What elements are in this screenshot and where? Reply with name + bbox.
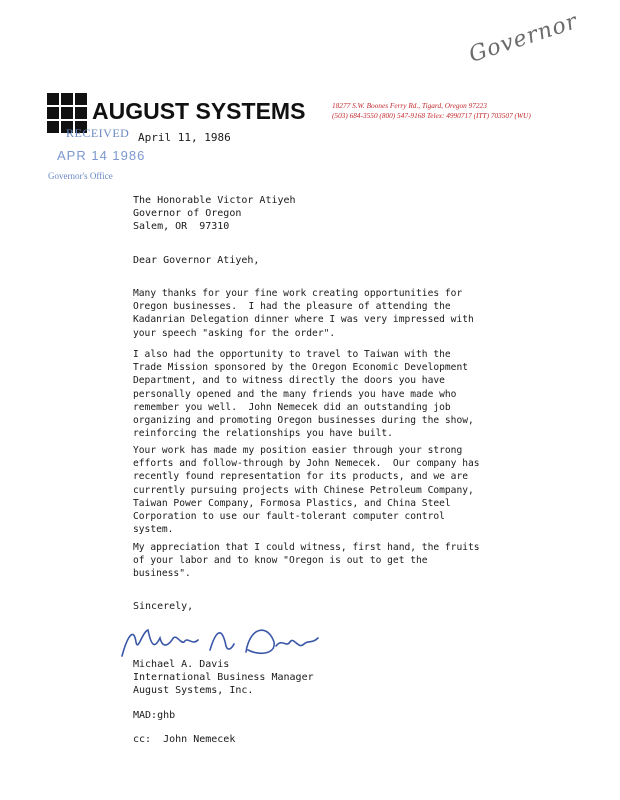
body-line: Taiwan Power Company, Formosa Plastics, and China Steel bbox=[133, 497, 451, 509]
recipient-line: Governor of Oregon bbox=[133, 208, 242, 219]
recipient-address bbox=[133, 194, 296, 233]
signer-line: International Business Manager bbox=[133, 672, 314, 683]
carbon-copy: cc: John Nemecek bbox=[133, 734, 236, 745]
body-line: system. bbox=[133, 524, 174, 536]
body-paragraph-2 bbox=[133, 348, 603, 440]
body-line: Your work has made my position easier through your strong bbox=[133, 445, 463, 456]
received-date-stamp: APR 14 1986 bbox=[57, 148, 146, 163]
body-line: My appreciation that I could witness, first hand, the fruits bbox=[133, 542, 480, 553]
body-line: Oregon businesses. I had the pleasure of attending the bbox=[133, 301, 451, 313]
company-name: AUGUST SYSTEMS bbox=[92, 98, 306, 124]
signer-line: August Systems, Inc. bbox=[133, 685, 254, 696]
closing: Sincerely, bbox=[133, 601, 194, 612]
body-line: Corporation to use our fault-tolerant computer control bbox=[133, 511, 445, 523]
body-line: Kadanrian Delegation dinner where I was very impressed with bbox=[133, 314, 474, 326]
body-line: efforts and follow-through by John Nemecek. Our company has bbox=[133, 458, 480, 470]
address-line: 18277 S.W. Boones Ferry Rd., Tigard, Oregon 97223 bbox=[332, 101, 487, 110]
reference-initials: MAD:ghb bbox=[133, 710, 176, 721]
signer-block bbox=[133, 658, 314, 697]
body-paragraph-3 bbox=[133, 444, 603, 536]
received-stamp: RECEIVED bbox=[66, 126, 130, 140]
recipient-line: Salem, OR 97310 bbox=[133, 221, 230, 232]
body-line: personally opened and the many friends you have made who bbox=[133, 388, 457, 400]
letterhead-address bbox=[332, 101, 531, 121]
handwritten-annotation: Governor bbox=[466, 9, 581, 68]
body-line: Department, and to witness directly the doors you have bbox=[133, 375, 445, 387]
salutation: Dear Governor Atiyeh, bbox=[133, 255, 260, 266]
body-line: currently pursuing projects with Chinese Petroleum Company, bbox=[133, 484, 474, 496]
body-line: organizing and promoting Oregon businesses during the show, bbox=[133, 415, 474, 427]
governors-office-stamp: Governor's Office bbox=[48, 171, 113, 181]
body-line: remember you well. John Nemecek did an outstanding job bbox=[133, 401, 451, 413]
body-line: Many thanks for your fine work creating opportunities for bbox=[133, 288, 463, 299]
recipient-line: The Honorable Victor Atiyeh bbox=[133, 195, 296, 206]
body-line: of your labor and to know "Oregon is out to get the bbox=[133, 555, 428, 567]
body-line: business". bbox=[133, 568, 191, 580]
body-paragraph-4 bbox=[133, 541, 603, 581]
body-line: recently found representation for its products, and we are bbox=[133, 471, 469, 483]
body-line: I also had the opportunity to travel to Taiwan with the bbox=[133, 349, 451, 360]
letter-date: April 11, 1986 bbox=[138, 131, 231, 144]
phone-line: (503) 684-3550 (800) 547-9168 Telex: 4990717 (ITT) 703507 (WU) bbox=[332, 111, 531, 120]
signer-line: Michael A. Davis bbox=[133, 659, 230, 670]
body-line: your speech "asking for the order". bbox=[133, 327, 336, 339]
body-line: Trade Mission sponsored by the Oregon Economic Development bbox=[133, 362, 469, 374]
body-paragraph-1 bbox=[133, 287, 603, 340]
body-line: reinforcing the relationships you have built. bbox=[133, 428, 393, 440]
